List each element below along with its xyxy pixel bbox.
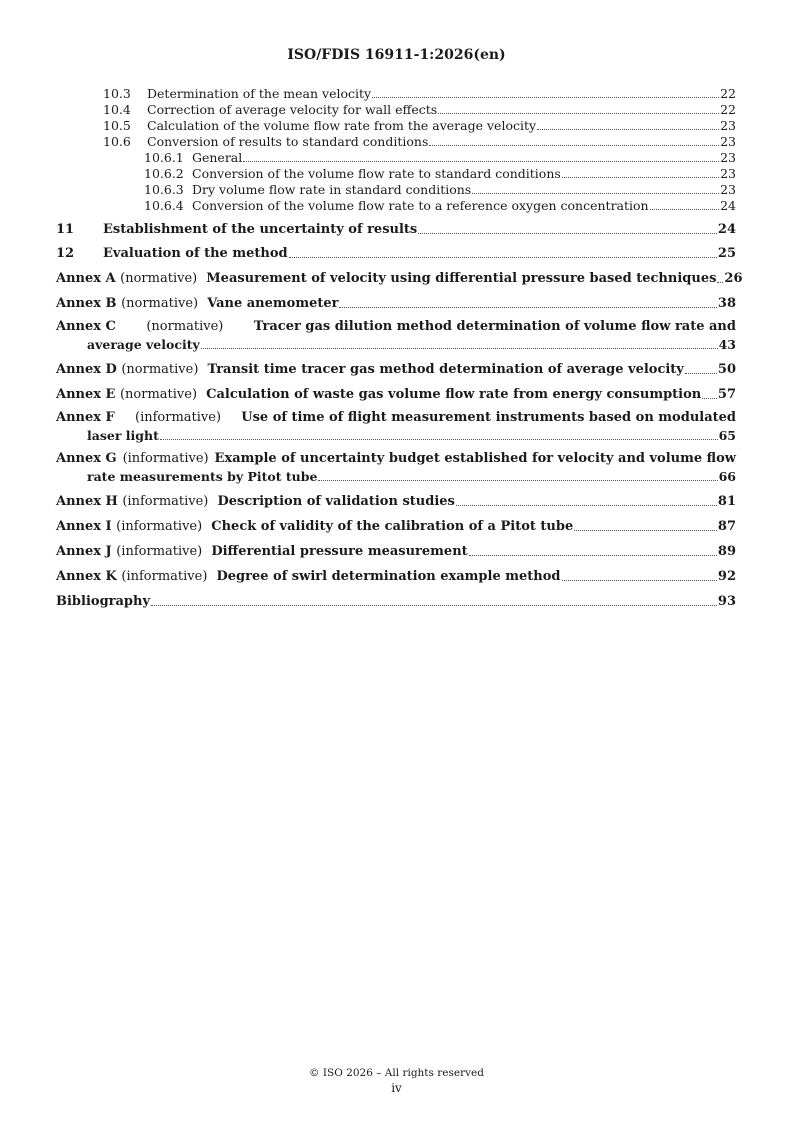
toc-entry-title: Calculation of waste gas volume flow rate from energy consumption (206, 387, 702, 402)
toc-entry-number: 10.4 (103, 102, 131, 117)
toc-entry-clause-12[interactable] (56, 244, 736, 262)
dot-leader (243, 161, 719, 162)
dot-leader (429, 145, 719, 146)
toc-entry-page: 89 (717, 544, 736, 559)
page-footer (0, 1066, 793, 1096)
toc-entry-annex-i[interactable] (56, 517, 736, 535)
toc-entry-page: 57 (717, 387, 736, 402)
dot-leader (456, 505, 717, 506)
toc-entry-number: 10.6.4 (144, 198, 184, 213)
toc-entry-page: 66 (718, 469, 736, 484)
toc-entry-page: 81 (717, 494, 736, 509)
annex-kind: (informative) (121, 569, 208, 584)
toc-entry-title: Degree of swirl determination example method (216, 569, 561, 584)
toc-entry-title-line2: rate measurements by Pitot tube (87, 469, 318, 484)
toc-entry-title: Measurement of velocity using differential pressure based techniques (206, 271, 717, 286)
toc-entry-page: 23 (720, 150, 736, 165)
toc-entry-title-line2: average velocity (87, 337, 200, 352)
dot-leader (151, 605, 717, 606)
dot-leader (702, 398, 717, 399)
toc-entry-title-line2: laser light (87, 428, 159, 443)
toc-entry-page: 43 (718, 337, 736, 352)
toc-entry-title: General (192, 150, 243, 165)
annex-kind: (normative) (119, 387, 198, 402)
toc-entry-annex-f[interactable] (56, 410, 736, 444)
dot-leader (717, 282, 723, 283)
dot-leader (339, 307, 716, 308)
toc-entry-10-6[interactable] (56, 134, 736, 150)
annex-kind: (normative) (121, 296, 199, 311)
toc-entry-10-4[interactable] (56, 102, 736, 118)
toc-entry-clause-11[interactable] (56, 220, 736, 238)
toc-entry-10-5[interactable] (56, 118, 736, 134)
toc-entry-page: 22 (720, 102, 736, 117)
dot-leader (562, 580, 717, 581)
toc-entry-number: 10.6.1 (144, 150, 184, 165)
toc-entry-title: Conversion of results to standard conditions (147, 134, 429, 149)
toc-entry-title: Establishment of the uncertainty of results (103, 222, 418, 237)
toc-entry-title: Check of validity of the calibration of a Pitot tube (211, 519, 574, 534)
toc-entry-page: 23 (720, 166, 736, 181)
toc-entry-title: Determination of the mean velocity (147, 86, 372, 101)
dot-leader (318, 480, 717, 481)
toc-entry-title: Conversion of the volume flow rate to standard conditions (192, 166, 561, 181)
dot-leader (562, 177, 719, 178)
toc-entry-annex-c[interactable] (56, 319, 736, 353)
toc-entry-title-line1: Use of time of flight measurement instruments based on modulated (241, 410, 736, 425)
table-of-contents (56, 86, 743, 610)
toc-entry-title-line1: Example of uncertainty budget established for velocity and volume flow (214, 451, 736, 466)
annex-label: Annex F (56, 410, 115, 425)
dot-leader (685, 373, 717, 374)
toc-entry-page: 23 (720, 182, 736, 197)
annex-label: Annex H (56, 494, 118, 509)
annex-label: Annex D (56, 362, 117, 377)
toc-entry-10-6-2[interactable] (56, 166, 736, 182)
dot-leader (650, 209, 719, 210)
toc-entry-page: 93 (717, 594, 736, 609)
dot-leader (469, 555, 717, 556)
toc-entry-page: 65 (718, 428, 736, 443)
toc-entry-title: Conversion of the volume flow rate to a reference oxygen concentration (192, 198, 649, 213)
toc-entry-10-3[interactable] (56, 86, 736, 102)
annex-kind: (normative) (146, 319, 224, 334)
toc-entry-number: 10.6 (103, 134, 131, 149)
copyright-notice: © ISO 2026 – All rights reserved (309, 1067, 484, 1079)
toc-entry-number: 10.6.3 (144, 182, 184, 197)
toc-entry-page: 87 (717, 519, 736, 534)
toc-entry-page: 50 (717, 362, 736, 377)
dot-leader (537, 129, 719, 130)
toc-entry-number: 10.5 (103, 118, 131, 133)
dot-leader (574, 530, 717, 531)
toc-entry-title: Vane anemometer (207, 296, 339, 311)
toc-entry-number: 11 (56, 222, 75, 237)
dot-leader (438, 113, 719, 114)
toc-entry-10-6-3[interactable] (56, 182, 736, 198)
toc-entry-annex-h[interactable] (56, 492, 736, 510)
toc-entry-number: 10.6.2 (144, 166, 184, 181)
toc-entry-title: Description of validation studies (217, 494, 455, 509)
dot-leader (201, 348, 718, 349)
document-header: ISO/FDIS 16911-1:2026(en) (287, 47, 506, 63)
annex-kind: (informative) (122, 494, 209, 509)
annex-label: Annex C (56, 319, 116, 334)
toc-entry-number: 10.3 (103, 86, 131, 101)
dot-leader (160, 439, 718, 440)
toc-entry-title: Evaluation of the method (103, 246, 288, 261)
annex-kind: (informative) (116, 544, 203, 559)
annex-label: Annex A (56, 271, 116, 286)
toc-entry-page: 26 (724, 271, 743, 286)
toc-entry-title: Correction of average velocity for wall effects (147, 102, 438, 117)
toc-entry-number: 12 (56, 246, 75, 261)
toc-entry-title: Dry volume flow rate in standard conditions (192, 182, 472, 197)
annex-label: Annex B (56, 296, 117, 311)
annex-kind: (informative) (116, 519, 203, 534)
annex-label: Annex G (56, 451, 117, 466)
toc-entry-10-6-1[interactable] (56, 150, 736, 166)
toc-entry-page: 23 (720, 118, 736, 133)
toc-entry-page: 22 (720, 86, 736, 101)
toc-entry-title: Calculation of the volume flow rate from the average velocity (147, 118, 537, 133)
toc-entry-annex-a[interactable] (56, 269, 743, 287)
annex-label: Annex K (56, 569, 117, 584)
toc-entry-page: 92 (717, 569, 736, 584)
annex-label: Annex J (56, 544, 112, 559)
toc-entry-page: 23 (720, 134, 736, 149)
dot-leader (289, 257, 717, 258)
annex-kind: (normative) (121, 362, 199, 377)
annex-label: Annex E (56, 387, 116, 402)
dot-leader (418, 233, 717, 234)
toc-entry-10-6-4[interactable] (56, 198, 736, 214)
toc-entry-title: Transit time tracer gas method determination of average velocity (207, 362, 684, 377)
annex-kind: (informative) (135, 410, 222, 425)
toc-entry-annex-g[interactable] (56, 451, 736, 485)
toc-entry-page: 24 (717, 222, 736, 237)
dot-leader (372, 97, 719, 98)
toc-entry-page: 38 (717, 296, 736, 311)
page-number: iv (391, 1081, 402, 1095)
toc-entry-title: Bibliography (56, 594, 151, 609)
toc-entry-page: 24 (720, 198, 736, 213)
annex-kind: (informative) (122, 451, 209, 466)
toc-entry-annex-j[interactable] (56, 542, 736, 560)
toc-entry-title-line1: Tracer gas dilution method determination of volume flow rate and (253, 319, 736, 334)
annex-label: Annex I (56, 519, 112, 534)
toc-entry-bibliography[interactable] (56, 592, 736, 610)
toc-entry-annex-k[interactable] (56, 567, 736, 585)
annex-kind: (normative) (120, 271, 198, 286)
toc-entry-annex-d[interactable] (56, 360, 736, 378)
dot-leader (472, 193, 719, 194)
toc-entry-annex-b[interactable] (56, 294, 736, 312)
toc-entry-page: 25 (717, 246, 736, 261)
toc-entry-annex-e[interactable] (56, 385, 736, 403)
toc-entry-title: Differential pressure measurement (211, 544, 468, 559)
